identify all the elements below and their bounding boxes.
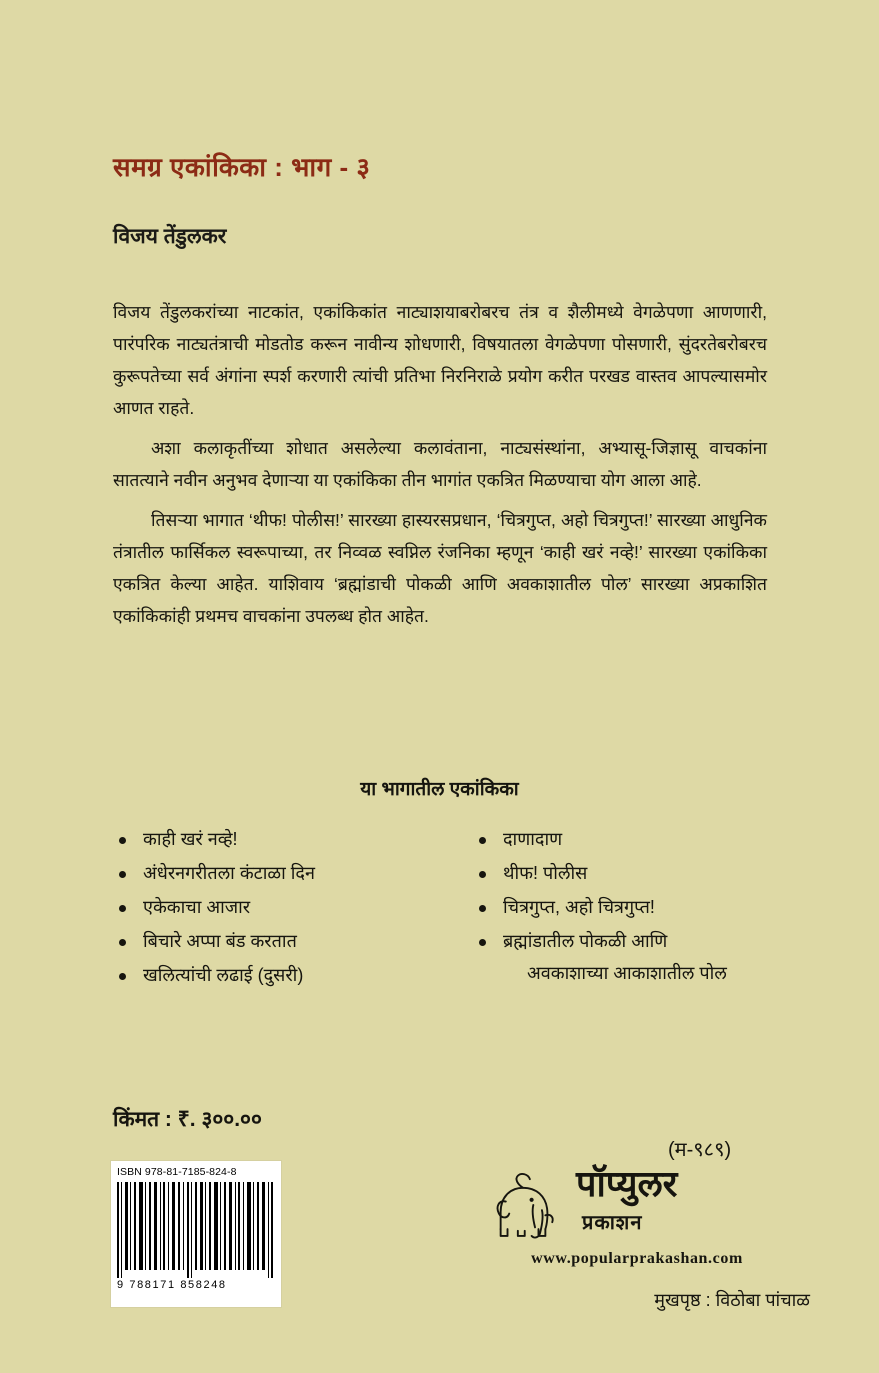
list-item: चित्रगुप्त, अहो चित्रगुप्त!: [473, 890, 793, 924]
list-item-continuation: अवकाशाच्या आकाशातील पोल: [527, 963, 727, 983]
price-label: किंमत : ₹. ३००.००: [113, 1108, 262, 1131]
blurb-paragraph-3: तिसऱ्या भागात ‘थीफ! पोलीस!’ सारख्या हास्यरसप्रधान, ‘चित्रगुप्त, अहो चित्रगुप्त!’ सारख्या आधुनिक तंत्रातील फार्सिकल स्वरूपाच्या, तर निव्वळ स्वप्निल रंजनिका म्हणून ‘काही खरं नव्हे!’ सारख्या एकांकिका एकत्रित केल्या आहेत. याशिवाय ‘ब्रह्मांडाची पोकळी आणि अवकाशातील पोल’ सारख्या अप्रकाशित एकांकिकांही प्रथमच वाचकांना उपलब्ध होत आहेत.: [113, 510, 767, 626]
barcode: [110, 1160, 282, 1308]
barcode-bars-icon: [117, 1182, 277, 1278]
book-title: समग्र एकांकिका : भाग - ३: [113, 152, 371, 182]
book-author: विजय तेंडुलकर: [113, 225, 227, 248]
list-item: एकेकाचा आजार: [113, 890, 433, 924]
publisher-subtitle: प्रकाशन: [582, 1212, 643, 1234]
blurb-paragraph-1: विजय तेंडुलकरांच्या नाटकांत, एकांकिकांत नाट्याशयाबरोबरच तंत्र व शैलीमध्ये वेगळेपणा आणणारी, पारंपरिक नाट्यतंत्राची मोडतोड करून नावीन्य शोधणारी, विषयातला वेगळेपणा पोसणारी, सुंदरतेबरोबरच कुरूपतेच्या सर्व अंगांना स्पर्श करणारी त्यांची प्रतिभा निरनिराळे प्रयोग करीत परखड वास्तव आपल्यासमोर आणत राहते.: [113, 302, 767, 418]
blurb-paragraph-2: अशा कलाकृतींच्या शोधात असलेल्या कलावंताना, नाट्यसंस्थांना, अभ्यासू-जिज्ञासू वाचकांना सातत्याने नवीन अनुभव देणाऱ्या या एकांकिका तीन भागांत एकत्रित मिळण्याचा योग आला आहे.: [113, 438, 767, 490]
publisher-website: www.popularprakashan.com: [531, 1250, 743, 1267]
list-item: थीफ! पोलीस: [473, 856, 793, 890]
publisher-logo: [470, 1160, 800, 1255]
contents-left-column: [113, 822, 433, 992]
contents-right-column: [473, 822, 793, 992]
list-item: खलित्यांची लढाई (दुसरी): [113, 958, 433, 992]
publisher-code: (म-९८९): [668, 1139, 732, 1161]
list-item: काही खरं नव्हे!: [113, 822, 433, 856]
barcode-digits: 9 788171 858248: [117, 1279, 227, 1291]
contents-list: [113, 822, 793, 992]
cover-credit: मुखपृष्ठ : विठोबा पांचाळ: [654, 1290, 810, 1310]
contents-heading: या भागातील एकांकिका: [360, 779, 519, 800]
list-item: बिचारे अप्पा बंड करतात: [113, 924, 433, 958]
elephant-icon: [480, 1162, 566, 1248]
blurb-text: [113, 296, 767, 640]
list-item: ब्रह्मांडातील पोकळी आणि: [473, 924, 793, 958]
isbn-text: ISBN 978-81-7185-824-8: [117, 1166, 237, 1178]
publisher-name: पॉप्युलर: [576, 1163, 678, 1204]
list-item: दाणादाण: [473, 822, 793, 856]
list-item: अंधेरनगरीतला कंटाळा दिन: [113, 856, 433, 890]
